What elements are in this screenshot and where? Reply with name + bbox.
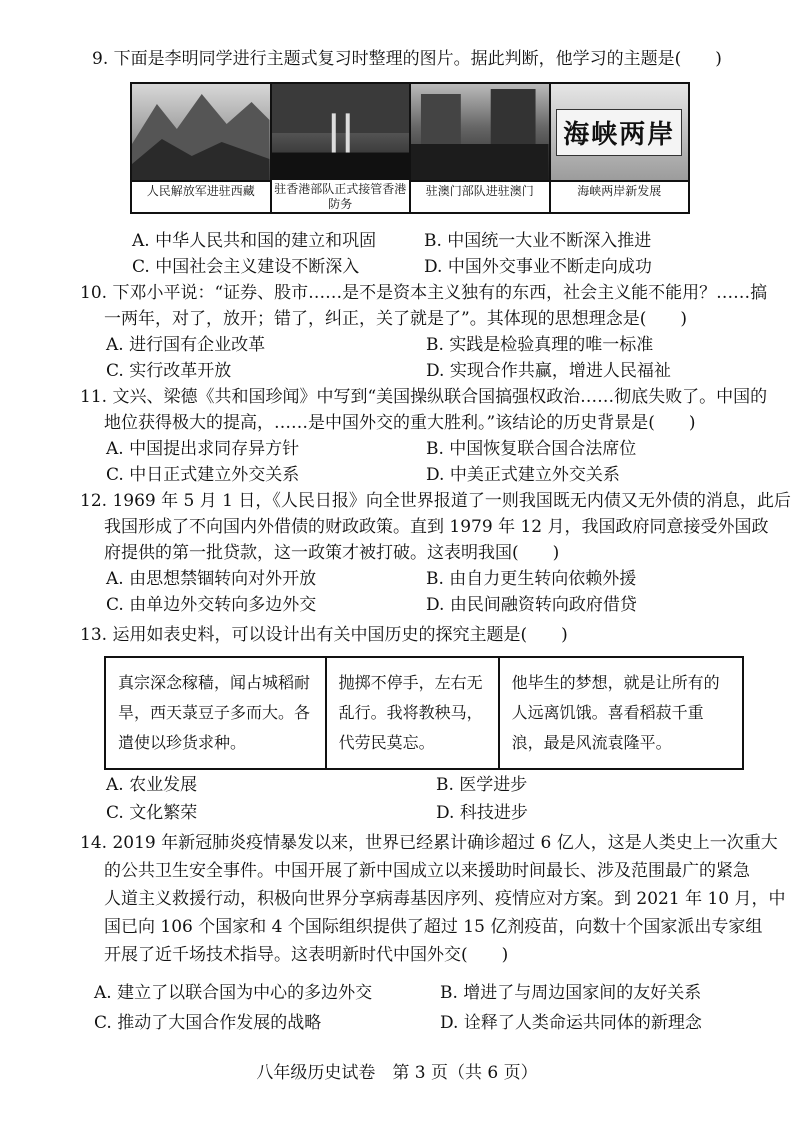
q9-caption-4: 海峡两岸新发展: [577, 184, 662, 198]
q11-line-1: 11. 文兴、梁德《共和国珍闻》中写到“美国操纵联合国搞强权政治……彻底失败了。中国的: [80, 387, 768, 407]
q10-line-2: 一两年，对了，放开；错了，纠正，关了就是了”。其体现的思想理念是( ): [104, 309, 687, 329]
q10-option-d[interactable]: D. 实现合作共赢，增进人民福祉: [426, 361, 671, 381]
q14-option-d[interactable]: D. 诠释了人类命运共同体的新理念: [440, 1013, 702, 1033]
cross-strait-title: 海峡两岸: [556, 109, 682, 156]
q14-line-1: 14. 2019 年新冠肺炎疫情暴发以来，世界已经累计确诊超过 6 亿人，这是人类史上一次重大: [80, 833, 778, 853]
q14-option-c[interactable]: C. 推动了大国合作发展的战略: [94, 1013, 322, 1033]
q13-source-cell-2: 抛掷不停手，左右无乱行。我将教秧马，代劳民莫忘。: [327, 658, 500, 768]
q13-stem: 13. 运用如表史料，可以设计出有关中国历史的探究主题是( ): [80, 625, 568, 645]
q9-caption-1: 人民解放军进驻西藏: [146, 184, 255, 198]
q12-option-a[interactable]: A. 由思想禁锢转向对外开放: [106, 569, 317, 589]
q13-option-a[interactable]: A. 农业发展: [106, 775, 198, 795]
q10-line-1: 10. 下邓小平说：“证券、股市……是不是资本主义独有的东西，社会主义能不能用？……搞: [80, 283, 768, 303]
q11-option-d[interactable]: D. 中美正式建立外交关系: [426, 465, 620, 485]
q10-option-a[interactable]: A. 进行国有企业改革: [106, 335, 266, 355]
q11-option-a[interactable]: A. 中国提出求同存异方针: [106, 439, 300, 459]
q13-source-cell-1: 真宗深念稼穑，闻占城稻耐旱，西天菉豆子多而大。各遣使以珍货求种。: [106, 658, 327, 768]
q9-option-c[interactable]: C. 中国社会主义建设不断深入: [132, 257, 360, 277]
q9-option-b[interactable]: B. 中国统一大业不断深入推进: [424, 231, 652, 251]
q9-panel-1: [132, 84, 272, 212]
q13-source-cell-3: 他毕生的梦想，就是让所有的人远离饥饿。喜看稻菽千重浪，最是风流袁隆平。: [511, 673, 720, 752]
q9-panel-4: [551, 84, 689, 212]
q9-panel-2: [272, 84, 412, 212]
q11-line-2: 地位获得极大的提高，……是中国外交的重大胜利。”该结论的历史背景是( ): [104, 413, 696, 433]
q12-option-c[interactable]: C. 由单边外交转向多边外交: [106, 595, 317, 615]
hongkong-photo-icon: [272, 84, 410, 180]
macao-photo-icon: [411, 84, 549, 182]
q13-option-b[interactable]: B. 医学进步: [436, 775, 528, 795]
q14-line-4: 国已向 106 个国家和 4 个国际组织提供了超过 15 亿剂疫苗，向数十个国家派出专家组: [104, 917, 763, 937]
q14-line-2: 的公共卫生安全事件。中国开展了新中国成立以来援助时间最长、涉及范围最广的紧急: [104, 861, 750, 881]
q13-source-table: [104, 656, 744, 770]
q11-option-b[interactable]: B. 中国恢复联合国合法席位: [426, 439, 637, 459]
q12-option-d[interactable]: D. 由民间融资转向政府借贷: [426, 595, 637, 615]
q9-caption-2: 驻香港部队正式接管香港防务: [274, 182, 407, 211]
q11-option-c[interactable]: C. 中日正式建立外交关系: [106, 465, 300, 485]
q14-option-a[interactable]: A. 建立了以联合国为中心的多边外交: [94, 983, 373, 1003]
q10-option-c[interactable]: C. 实行改革开放: [106, 361, 232, 381]
q12-line-2: 我国形成了不向国内外借债的财政政策。直到 1979 年 12 月，我国政府同意接受外国政: [104, 517, 769, 537]
cross-strait-banner-icon: [551, 84, 689, 182]
q13-option-d[interactable]: D. 科技进步: [436, 803, 528, 823]
page-footer: 八年级历史试卷 第 3 页（共 6 页）: [256, 1063, 538, 1083]
q9-image-strip: [130, 82, 690, 214]
q13-option-c[interactable]: C. 文化繁荣: [106, 803, 198, 823]
q10-option-b[interactable]: B. 实践是检验真理的唯一标准: [426, 335, 654, 355]
q9-option-a[interactable]: A. 中华人民共和国的建立和巩固: [132, 231, 377, 251]
q9-option-d[interactable]: D. 中国外交事业不断走向成功: [424, 257, 652, 277]
q14-line-5: 开展了近千场技术指导。这表明新时代中国外交( ): [104, 945, 509, 965]
q12-line-1: 12. 1969 年 5 月 1 日，《人民日报》向全世界报道了一则我国既无内债又无外债的消息，此后: [80, 491, 791, 511]
q9-stem: 9. 下面是李明同学进行主题式复习时整理的图片。据此判断，他学习的主题是( ): [92, 49, 722, 69]
q12-line-3: 府提供的第一批贷款，这一政策才被打破。这表明我国( ): [104, 543, 560, 563]
q14-option-b[interactable]: B. 增进了与周边国家间的友好关系: [440, 983, 702, 1003]
q9-caption-3: 驻澳门部队进驻澳门: [425, 184, 534, 198]
q14-line-3: 人道主义救援行动，积极向世界分享病毒基因序列、疫情应对方案。到 2021 年 10 月，中: [104, 889, 786, 909]
q12-option-b[interactable]: B. 由自力更生转向依赖外援: [426, 569, 637, 589]
q9-panel-3: [411, 84, 551, 212]
tibet-photo-icon: [132, 84, 270, 182]
